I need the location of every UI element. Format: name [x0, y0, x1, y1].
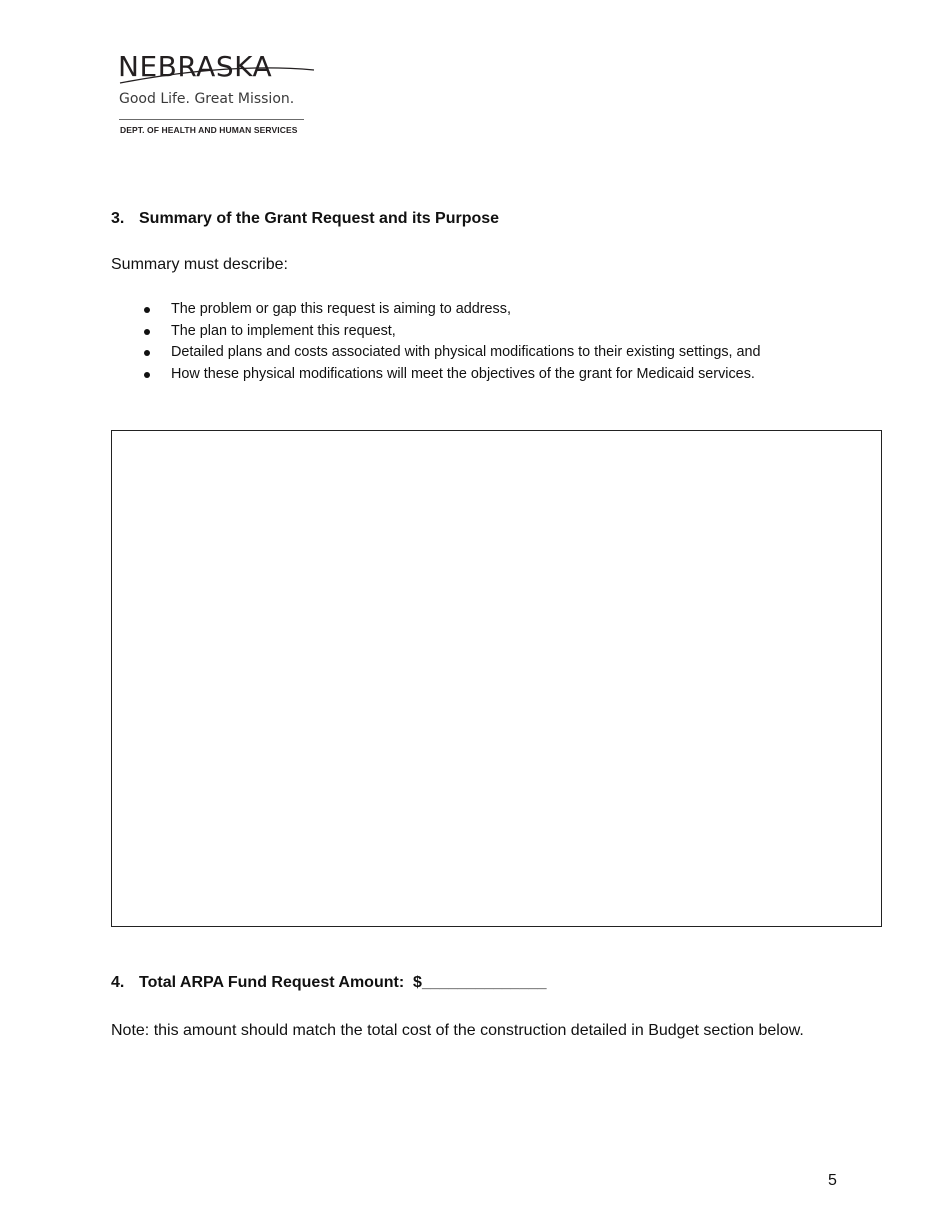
bullet-icon [144, 372, 150, 378]
nebraska-dhhs-logo [118, 50, 318, 140]
list-item [142, 342, 761, 364]
fund-amount-field[interactable]: $______________ [413, 974, 547, 991]
bullet-icon [144, 329, 150, 335]
list-item-text: How these physical modifications will meet the objectives of the grant for Medicaid services. [171, 366, 755, 383]
list-item [142, 299, 761, 321]
summary-intro: Summary must describe: [111, 256, 288, 273]
logo-divider [119, 119, 304, 120]
summary-response-box[interactable] [111, 430, 882, 927]
bullet-icon [144, 307, 150, 313]
section-3-heading [111, 210, 499, 228]
logo-department: DEPT. OF HEALTH AND HUMAN SERVICES [120, 125, 298, 135]
list-item-text: The problem or gap this request is aiming to address, [171, 301, 511, 317]
section-4-title: Total ARPA Fund Request Amount: [139, 974, 405, 991]
section-4-heading [111, 974, 547, 992]
list-item [142, 364, 761, 386]
list-item-text: The plan to implement this request, [171, 322, 396, 339]
bullet-icon [144, 350, 150, 356]
section-4-number: 4. [111, 974, 125, 991]
logo-swoosh-icon [118, 50, 318, 90]
amount-note: Note: this amount should match the total cost of the construction detailed in Budget section below. [111, 1022, 804, 1039]
list-item-text: Detailed plans and costs associated with physical modifications to their existing settings, and [171, 344, 761, 361]
section-3-number: 3. [111, 210, 125, 227]
section-3-title: Summary of the Grant Request and its Purpose [139, 210, 500, 227]
list-item [142, 321, 761, 343]
summary-requirements-list [142, 299, 761, 386]
logo-tagline: Good Life. Great Mission. [119, 91, 295, 107]
logo-wordmark: NEBRASKA [118, 50, 273, 83]
page-number: 5 [828, 1172, 837, 1189]
